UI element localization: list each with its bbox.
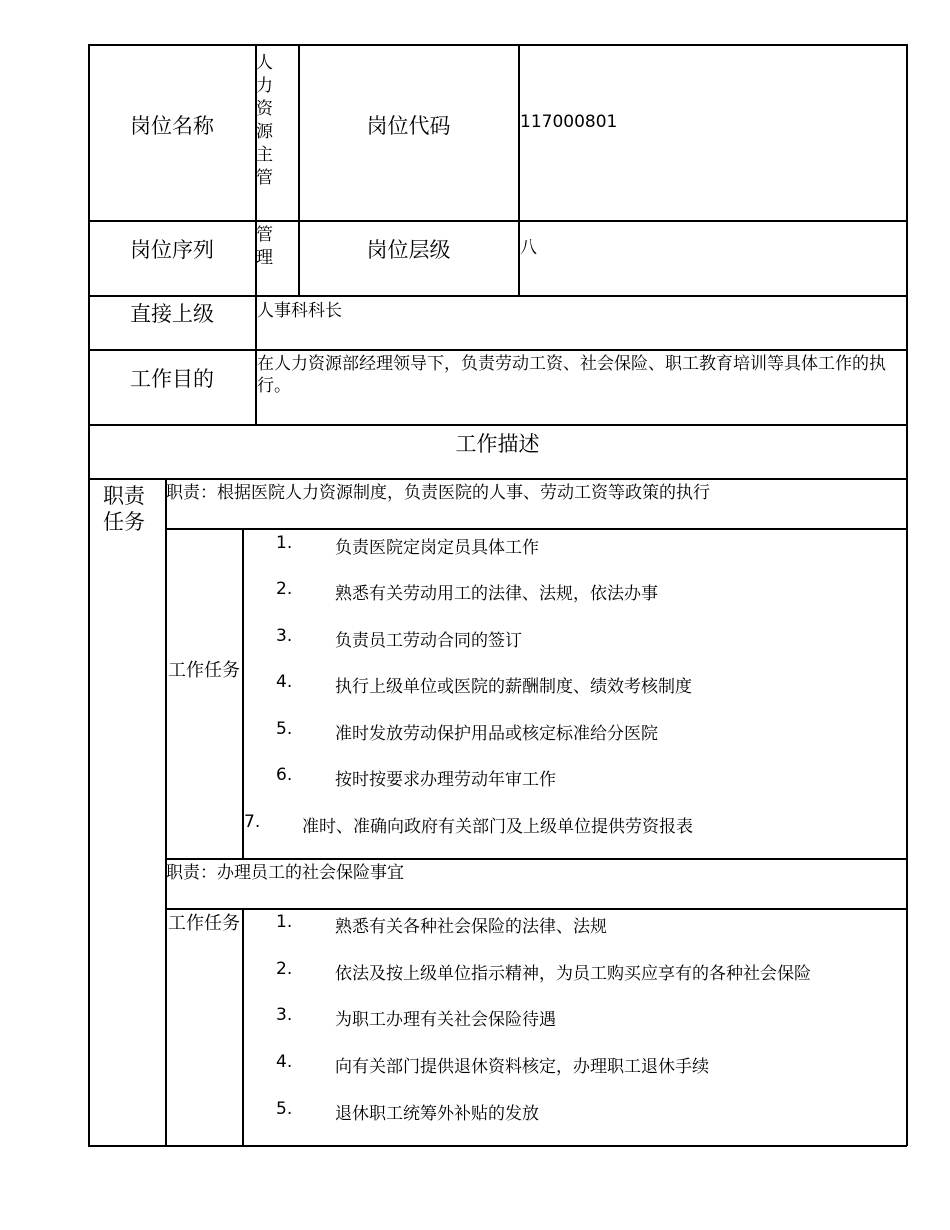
tasks-label: 工作任务 — [168, 660, 240, 681]
task-item: 准时发放劳动保护用品或核定标准给分医院 — [335, 724, 658, 744]
task-item: 为职工办理有关社会保险待遇 — [335, 1010, 556, 1030]
task-item: 执行上级单位或医院的薪酬制度、绩效考核制度 — [335, 677, 692, 697]
task-item: 负责医院定岗定员具体工作 — [335, 538, 539, 558]
task-item: 熟悉有关各种社会保险的法律、法规 — [335, 917, 607, 937]
position-series-value: 管理 — [256, 225, 273, 268]
task-number: 6. — [276, 765, 293, 785]
duty-title: 职责：办理员工的社会保险事宜 — [166, 863, 404, 883]
position-series-label: 岗位序列 — [130, 238, 214, 262]
task-item: 向有关部门提供退休资料核定，办理职工退休手续 — [335, 1057, 709, 1077]
task-number: 2. — [276, 959, 293, 979]
position-level-value: 八 — [520, 238, 537, 258]
task-item: 退休职工统筹外补贴的发放 — [335, 1104, 539, 1124]
position-name-value: 人力资源主管 — [256, 53, 273, 188]
position-name-label: 岗位名称 — [130, 114, 214, 138]
task-item: 负责员工劳动合同的签订 — [335, 631, 522, 651]
task-item: 熟悉有关劳动用工的法律、法规，依法办事 — [335, 584, 658, 604]
job-purpose-value: 在人力资源部经理领导下，负责劳动工资、社会保险、职工教育培训等具体工作的执行。 — [257, 354, 886, 396]
duties-label: 职责任务 — [103, 484, 145, 534]
position-code-value: 117000801 — [520, 112, 618, 132]
tasks-label: 工作任务 — [168, 913, 240, 934]
direct-superior-label: 直接上级 — [130, 302, 214, 326]
task-number: 5. — [276, 1099, 293, 1119]
task-number: 7. — [244, 812, 261, 832]
task-item: 按时按要求办理劳动年审工作 — [335, 770, 556, 790]
duty-title: 职责：根据医院人力资源制度，负责医院的人事、劳动工资等政策的执行 — [166, 483, 710, 503]
task-number: 3. — [276, 626, 293, 646]
job-purpose-label: 工作目的 — [130, 367, 214, 391]
task-number: 3. — [276, 1005, 293, 1025]
task-number: 4. — [276, 672, 293, 692]
task-number: 1. — [276, 912, 293, 932]
task-number: 4. — [276, 1052, 293, 1072]
task-number: 5. — [276, 719, 293, 739]
job-description-title: 工作描述 — [455, 432, 540, 456]
direct-superior-value: 人事科科长 — [257, 301, 342, 321]
position-code-label: 岗位代码 — [366, 114, 451, 138]
task-item: 依法及按上级单位指示精神，为员工购买应享有的各种社会保险 — [335, 964, 811, 984]
task-number: 1. — [276, 533, 293, 553]
task-number: 2. — [276, 579, 293, 599]
position-level-label: 岗位层级 — [366, 238, 451, 262]
task-item: 准时、准确向政府有关部门及上级单位提供劳资报表 — [302, 817, 693, 837]
